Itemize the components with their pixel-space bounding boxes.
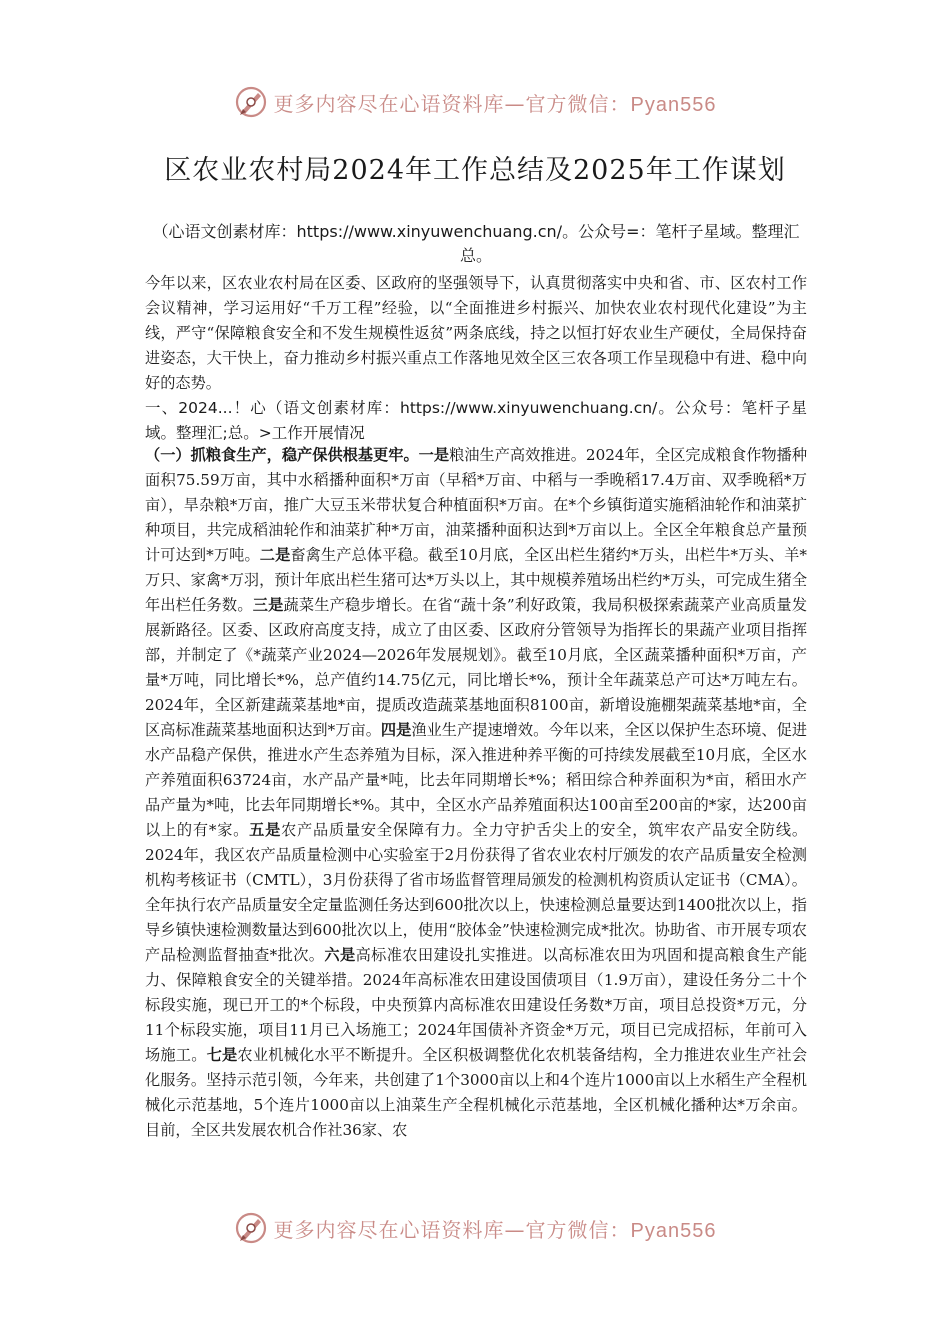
item-text-5: 农产品质量安全保障有力。全力守护舌尖上的安全，筑牢农产品安全防线。2024年，我区农产品质量检测中心实验室于2月份获得了省农业农村厅颁发的农产品质量安全检测机构考核证书（CMTL），3月份获得了省市场监督管理局颁发的检测机构资质认定证书（CMA）。全年执行农产品质量安全定量监测任务达到600批次以上，快速检测总量要达到1400批次以上，指导乡镇快速检测数量达到600批次以上，使用“胶体金”快速检测完成*批次。协助省、市开展专项农产品检测监督抽查*批次。 xyxy=(145,821,808,964)
item-label-1: 一是 xyxy=(418,446,450,464)
subsection-title: （一）抓粮食生产，稳产保供根基更牢。 xyxy=(145,446,419,464)
banner-text: 更多内容尽在心语资料库—官方微信：Pyan556 xyxy=(273,1217,717,1242)
document-title: 区农业农村局2024年工作总结及2025年工作谋划 xyxy=(164,155,786,186)
header-banner xyxy=(0,82,950,122)
item-label-6: 六是 xyxy=(324,946,356,964)
source-note: （心语文创素材库：https://www.xinyuwenchuang.cn/。公众号=：笔杆子星域。整理汇总。 xyxy=(152,222,800,265)
section-body-1 xyxy=(145,443,807,1143)
item-text-7: 农业机械化水平不断提升。全区积极调整优化农机装备结构，全力推进农业生产社会化服务。坚持示范引领，今年来，共创建了1个3000亩以上和4个连片1000亩以上水稻生产全程机械化示范基地，5个连片1000亩以上油菜生产全程机械化示范基地，全区机械化播种达*万余亩。目前，全区共发展农机合作社36家、农 xyxy=(145,1046,808,1139)
item-label-5: 五是 xyxy=(249,821,282,839)
pen-logo-icon xyxy=(234,1211,268,1245)
item-text-4: 渔业生产提速增效。今年以来，全区以保护生态环境、促进水产品稳产保供，推进水产生态养殖为目标，深入推进种养平衡的可持续发展截至10月底，全区水产养殖面积63724亩，水产品产量*吨，比去年同期增长*%；稻田综合种养面积为*亩，稻田水产品产量为*吨，比去年同期增长*%。其中，全区水产品养殖面积达100亩至200亩的*家，达200亩以上的有*家。 xyxy=(145,721,807,839)
pen-logo-icon xyxy=(234,85,268,119)
item-label-7: 七是 xyxy=(206,1046,238,1064)
section-heading-1: 一、2024...！心（语文创素材库：https://www.xinyuwenchuang.cn/。公众号：笔杆子星域。整理汇;总。>工作开展情况 xyxy=(145,399,807,442)
item-text-1: 粮油生产高效推进。2024年，全区完成粮食作物播种面积75.59万亩，其中水稻播种面积*万亩（早稻*万亩、中稻与一季晚稻17.4万亩、双季晚稻*万亩），旱杂粮*万亩，推广大豆玉米带状复合种植面积*万亩。在*个乡镇街道实施稻油轮作和油菜扩种项目，共完成稻油轮作和油菜扩种*万亩，油菜播种面积达到*万亩以上。全区全年粮食总产量预计可达到*万吨。 xyxy=(145,446,808,564)
item-label-3: 三是 xyxy=(252,596,284,614)
item-label-2: 二是 xyxy=(259,546,291,564)
item-label-4: 四是 xyxy=(380,721,412,739)
banner-text: 更多内容尽在心语资料库—官方微信：Pyan556 xyxy=(273,91,717,116)
item-text-6: 高标准农田建设扎实推进。以高标准农田为巩固和提高粮食生产能力、保障粮食安全的关键举措。2024年高标准农田建设国债项目（1.9万亩），建设任务分二十个标段实施，现已开工的*个标段，中央预算内高标准农田建设任务数*万亩，项目总投资*万元，分11个标段实施，项目11月已入场施工；2024年国债补齐资金*万元，项目已完成招标，年前可入场施工。 xyxy=(145,946,808,1064)
item-text-3: 蔬菜生产稳步增长。在省“蔬十条”利好政策，我局积极探索蔬菜产业高质量发展新路径。区委、区政府高度支持，成立了由区委、区政府分管领导为指挥长的果蔬产业项目指挥部，并制定了《*蔬菜产业2024—2026年发展规划》。截至10月底，全区蔬菜播种面积*万亩，产量*万吨，同比增长*%，总产值约14.75亿元，同比增长*%，预计全年蔬菜总产可达*万吨左右。2024年，全区新建蔬菜基地*亩，提质改造蔬菜基地面积8100亩，新增设施棚架蔬菜基地*亩，全区高标准蔬菜基地面积达到*万亩。 xyxy=(145,596,808,739)
item-text-2: 畜禽生产总体平稳。截至10月底，全区出栏生猪约*万头，出栏牛*万头、羊*万只、家禽*万羽，预计年底出栏生猪可达*万头以上，其中规模养殖场出栏约*万头，可完成生猪全年出栏任务数。 xyxy=(145,546,808,614)
intro-paragraph: 今年以来，区农业农村局在区委、区政府的坚强领导下，认真贯彻落实中央和省、市、区农村工作会议精神，学习运用好“千万工程”经验，以“全面推进乡村振兴、加快农业农村现代化建设”为主线，严守“保障粮食安全和不发生规模性返贫”两条底线，持之以恒打好农业生产硬仗，全局保持奋进姿态，大干快上，奋力推动乡村振兴重点工作落地见效全区三农各项工作呈现稳中有进、稳中向好的态势。 xyxy=(145,274,807,392)
footer-banner xyxy=(0,1208,950,1248)
